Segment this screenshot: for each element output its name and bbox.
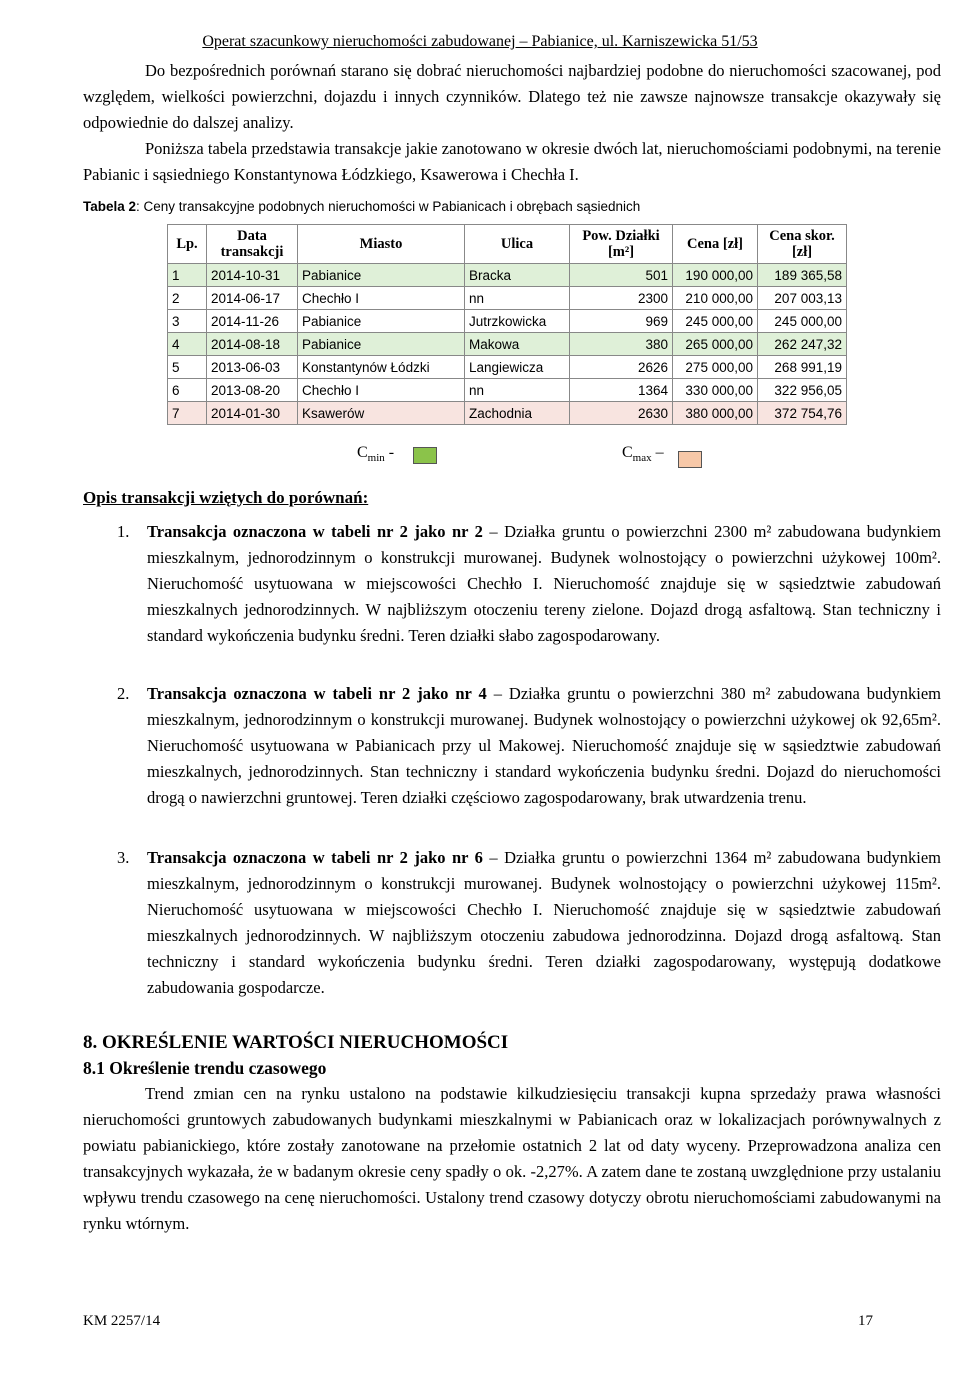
legend-cmax: $C_{max}$ –: [622, 444, 664, 465]
cell-pow: 2630: [570, 402, 673, 425]
trend-paragraph: Trend zmian cen na rynku ustalono na podstawie kilkudziesięciu transakcji kupna sprzedaży prawa własności nieruchomości gruntowych zabudowanych budynkami mieszkalnymi w Pabianicach oraz w lokalizacjach porównywalnych z powiatu pabianickiego, które zostały zanotowane na przełomie ostatnich 2 lat od daty wyceny. Przeprowadzona analiza cen transakcyjnych wykazała, że w badanym okresie ceny spadły o ok. -2,27%. A zatem dane te zostaną uwzględnione przy ustalaniu wpływu trendu czasowego na cenę nieruchomości. Ustalony trend czasowy dotyczy obrotu nieruchomościami zabudowanymi na rynku wtórnym.: [83, 1084, 941, 1233]
cell-miasto: Ksawerów: [298, 402, 465, 425]
cell-pow: 2300: [570, 287, 673, 310]
table-row: [168, 287, 847, 310]
legend-cmin-swatch: [413, 447, 437, 464]
cell-cena: 265 000,00: [673, 333, 758, 356]
page-number: 17: [858, 1313, 873, 1329]
cell-data: 2014-06-17: [207, 287, 298, 310]
table-caption-label: Tabela 2: [83, 199, 137, 214]
table-caption: [83, 199, 640, 214]
cell-pow: 969: [570, 310, 673, 333]
transaction-description-1: Transakcja oznaczona w tabeli nr 2 jako nr 2 – Działka gruntu o powierzchni 2300 m² zabudowana budynkiem mieszkalnym, jednorodzinnym o konstrukcji murowanej. Budynek wolnostojący o powierzchni użykowej 100m². Nieruchomość usytuowana w miejscowości Chechło I. Nieruchomość znajduje się w sąsiedztwie zabudowań mieszkalnych jednorodzinnych. W najbliższym otoczeniu tereny zielone. Dojazd drogą asfaltową. Stan techniczny i standard wykończenia budynku średni. Teren działki słabo zagospodarowany.: [147, 522, 941, 645]
cell-skor: 262 247,32: [758, 333, 847, 356]
intro-paragraph-2: Poniższa tabela przedstawia transakcje jakie zanotowano w okresie dwóch lat, nieruchomościami podobnymi, na terenie Pabianic i sąsiedniego Konstantynowa Łódzkiego, Ksawerowa i Chechła I.: [83, 139, 941, 184]
transaction-description-2: Transakcja oznaczona w tabeli nr 2 jako nr 4 – Działka gruntu o powierzchni 380 m² zabudowana budynkiem mieszkalnym, jednorodzinnym o konstrukcji murowanej. Budynek wolnostojący o powierzchni użykowej ok 92,65m². Nieruchomość usytuowana w Pabianicach przy ul Makowej. Nieruchomość znajduje się w sąsiedztwie zabudowań mieszkalnych, jednorodzinnych. Stan techniczny i standard wykończenia budynku średni. Dojazd do nieruchomości drogą o nawierzchni gruntowej. Teren działki częściowo zagospodarowany, brak utwardzenia trenu.: [147, 684, 941, 807]
cell-ulica: Jutrzkowicka: [465, 310, 570, 333]
table-body: [168, 264, 847, 425]
cell-skor: 372 754,76: [758, 402, 847, 425]
cell-cena: 210 000,00: [673, 287, 758, 310]
cell-miasto: Pabianice: [298, 333, 465, 356]
intro-paragraph-1: Do bezpośrednich porównań starano się dobrać nieruchomości najbardziej podobne do nieruchomości szacowanej, pod względem, wielkości powierzchni, dojazdu i innych czynników. Dlatego też nie zawsze najnowsze transakcje okazywały się odpowiednie do dalszej analizy.: [83, 61, 941, 132]
table-row: [168, 310, 847, 333]
cell-data: 2014-01-30: [207, 402, 298, 425]
cell-cena: 380 000,00: [673, 402, 758, 425]
cell-lp: 4: [168, 333, 207, 356]
cell-skor: 322 956,05: [758, 379, 847, 402]
table-row: [168, 402, 847, 425]
cell-skor: 189 365,58: [758, 264, 847, 287]
cell-ulica: Zachodnia: [465, 402, 570, 425]
item-number: 1.: [117, 522, 130, 541]
transactions-table: [167, 224, 847, 425]
section-title: 8. OKREŚLENIE WARTOŚCI NIERUCHOMOŚCI: [83, 1032, 509, 1053]
header-pow: Pow. Działki [m²]: [570, 225, 673, 264]
cell-miasto: Pabianice: [298, 264, 465, 287]
cell-cena: 275 000,00: [673, 356, 758, 379]
header-miasto: Miasto: [298, 225, 465, 264]
table-row: [168, 379, 847, 402]
cell-cena: 245 000,00: [673, 310, 758, 333]
table-row: [168, 333, 847, 356]
cell-cena: 330 000,00: [673, 379, 758, 402]
cell-miasto: Pabianice: [298, 310, 465, 333]
cell-cena: 190 000,00: [673, 264, 758, 287]
cell-lp: 7: [168, 402, 207, 425]
transaction-description-3: Transakcja oznaczona w tabeli nr 2 jako nr 6 – Działka gruntu o powierzchni 1364 m² zabudowana budynkiem mieszkalnym, jednorodzinnym o konstrukcji murowanej. Budynek wolnostojący o powierzchni użykowej 115m². Nieruchomość usytuowana w miejscowości Chechło I. Nieruchomość znajduje się w sąsiedztwie zabudowań mieszkalnych jednorodzinnych. W najbliższym otoczeniu zabudowa jednorodzinna. Dojazd drogą asfaltową. Stan techniczny i standard wykończenia budynku średni. Teren działki zagospodarowany, występują dodatkowe zabudowania gospodarcze.: [147, 848, 941, 997]
cell-lp: 2: [168, 287, 207, 310]
table-row: [168, 264, 847, 287]
cell-miasto: Chechło I: [298, 287, 465, 310]
cell-ulica: Langiewicza: [465, 356, 570, 379]
cell-pow: 1364: [570, 379, 673, 402]
cell-pow: 380: [570, 333, 673, 356]
header-cena: Cena [zł]: [673, 225, 758, 264]
legend-cmin: $C_{min}$ -: [357, 444, 395, 465]
header-cena-skor: Cena skor. [zł]: [758, 225, 847, 264]
cell-lp: 5: [168, 356, 207, 379]
table-header-row: [168, 225, 847, 264]
table-row: [168, 356, 847, 379]
cell-skor: 245 000,00: [758, 310, 847, 333]
cell-pow: 2626: [570, 356, 673, 379]
table-caption-text: : Ceny transakcyjne podobnych nieruchomości w Pabianicach i obrębach sąsiednich: [136, 199, 641, 214]
cell-skor: 207 003,13: [758, 287, 847, 310]
header-data: Data transakcji: [207, 225, 298, 264]
cell-ulica: nn: [465, 379, 570, 402]
cell-lp: 3: [168, 310, 207, 333]
item-number: 2.: [117, 684, 130, 703]
header-lp: Lp.: [168, 225, 207, 264]
cell-miasto: Chechło I: [298, 379, 465, 402]
cell-data: 2013-08-20: [207, 379, 298, 402]
cell-data: 2014-11-26: [207, 310, 298, 333]
cell-lp: 6: [168, 379, 207, 402]
footer-reference: KM 2257/14: [83, 1313, 161, 1329]
cell-ulica: Bracka: [465, 264, 570, 287]
cell-lp: 1: [168, 264, 207, 287]
cell-data: 2014-08-18: [207, 333, 298, 356]
cell-ulica: Makowa: [465, 333, 570, 356]
opis-title: Opis transakcji wziętych do porównań:: [83, 488, 369, 507]
cell-data: 2013-06-03: [207, 356, 298, 379]
page-header: Operat szacunkowy nieruchomości zabudowanej – Pabianice, ul. Karniszewicka 51/53: [202, 33, 758, 50]
legend-cmax-swatch: [678, 451, 702, 468]
subsection-title: 8.1 Określenie trendu czasowego: [83, 1058, 327, 1078]
cell-data: 2014-10-31: [207, 264, 298, 287]
cell-ulica: nn: [465, 287, 570, 310]
cell-miasto: Konstantynów Łódzki: [298, 356, 465, 379]
item-number: 3.: [117, 848, 130, 867]
cell-pow: 501: [570, 264, 673, 287]
header-ulica: Ulica: [465, 225, 570, 264]
cell-skor: 268 991,19: [758, 356, 847, 379]
